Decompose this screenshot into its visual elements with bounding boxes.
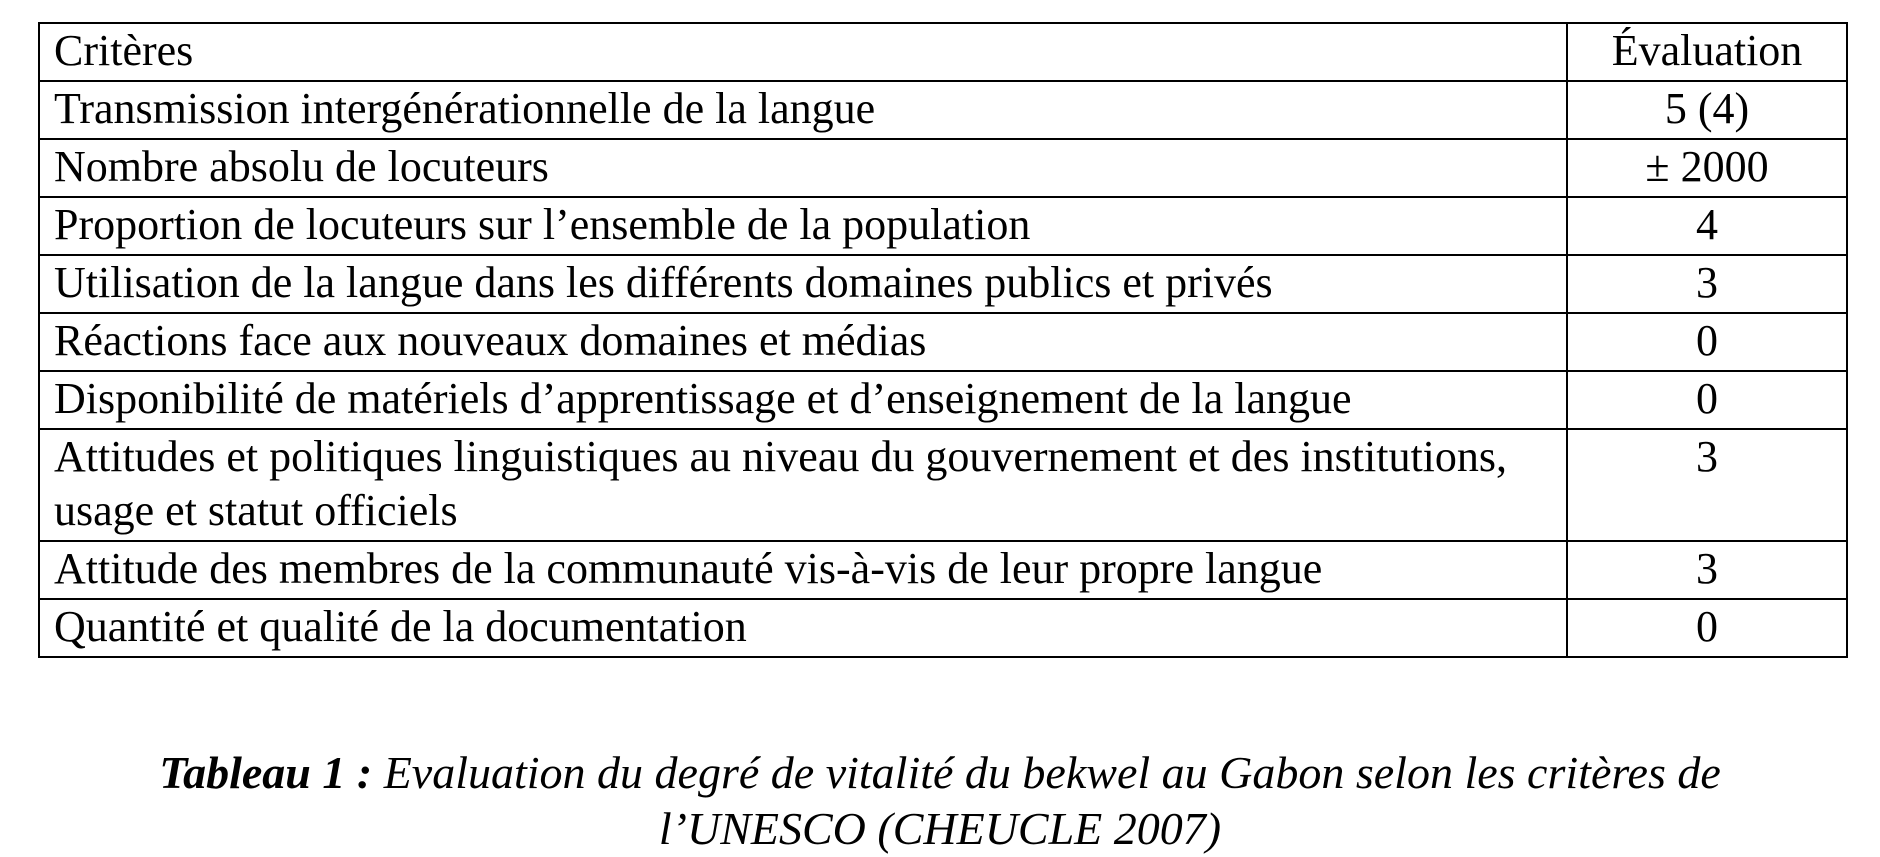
header-criteria: Critères [39, 23, 1567, 81]
criterion-cell: Transmission intergénérationnelle de la langue [39, 81, 1567, 139]
criterion-cell: Réactions face aux nouveaux domaines et médias [39, 313, 1567, 371]
evaluation-cell: 3 [1567, 255, 1847, 313]
evaluation-cell: 3 [1567, 541, 1847, 599]
caption-text: Evaluation du degré de vitalité du bekwel au Gabon selon les critères de l’UNESCO (CHEUCLE 2007) [372, 747, 1721, 854]
criteria-table-container [38, 22, 1848, 658]
table-row [39, 599, 1847, 657]
criterion-cell: Quantité et qualité de la documentation [39, 599, 1567, 657]
criteria-table [38, 22, 1848, 658]
table-row [39, 197, 1847, 255]
criterion-cell: Proportion de locuteurs sur l’ensemble de la population [39, 197, 1567, 255]
evaluation-cell: 5 (4) [1567, 81, 1847, 139]
caption-label: Tableau 1 : [159, 747, 373, 798]
table-row [39, 313, 1847, 371]
table-row [39, 255, 1847, 313]
criterion-cell: Utilisation de la langue dans les différents domaines publics et privés [39, 255, 1567, 313]
table-row [39, 139, 1847, 197]
table-header-row [39, 23, 1847, 81]
evaluation-cell: 4 [1567, 197, 1847, 255]
evaluation-cell: 3 [1567, 429, 1847, 541]
table-row [39, 429, 1847, 541]
table-caption [100, 745, 1780, 857]
evaluation-cell: ± 2000 [1567, 139, 1847, 197]
criterion-cell: Attitude des membres de la communauté vis-à-vis de leur propre langue [39, 541, 1567, 599]
header-evaluation: Évaluation [1567, 23, 1847, 81]
evaluation-cell: 0 [1567, 599, 1847, 657]
evaluation-cell: 0 [1567, 371, 1847, 429]
criterion-cell: Disponibilité de matériels d’apprentissage et d’enseignement de la langue [39, 371, 1567, 429]
table-row [39, 541, 1847, 599]
criterion-cell: Attitudes et politiques linguistiques au niveau du gouvernement et des institutions, usage et statut officiels [39, 429, 1567, 541]
criterion-cell: Nombre absolu de locuteurs [39, 139, 1567, 197]
table-row [39, 81, 1847, 139]
evaluation-cell: 0 [1567, 313, 1847, 371]
table-row [39, 371, 1847, 429]
